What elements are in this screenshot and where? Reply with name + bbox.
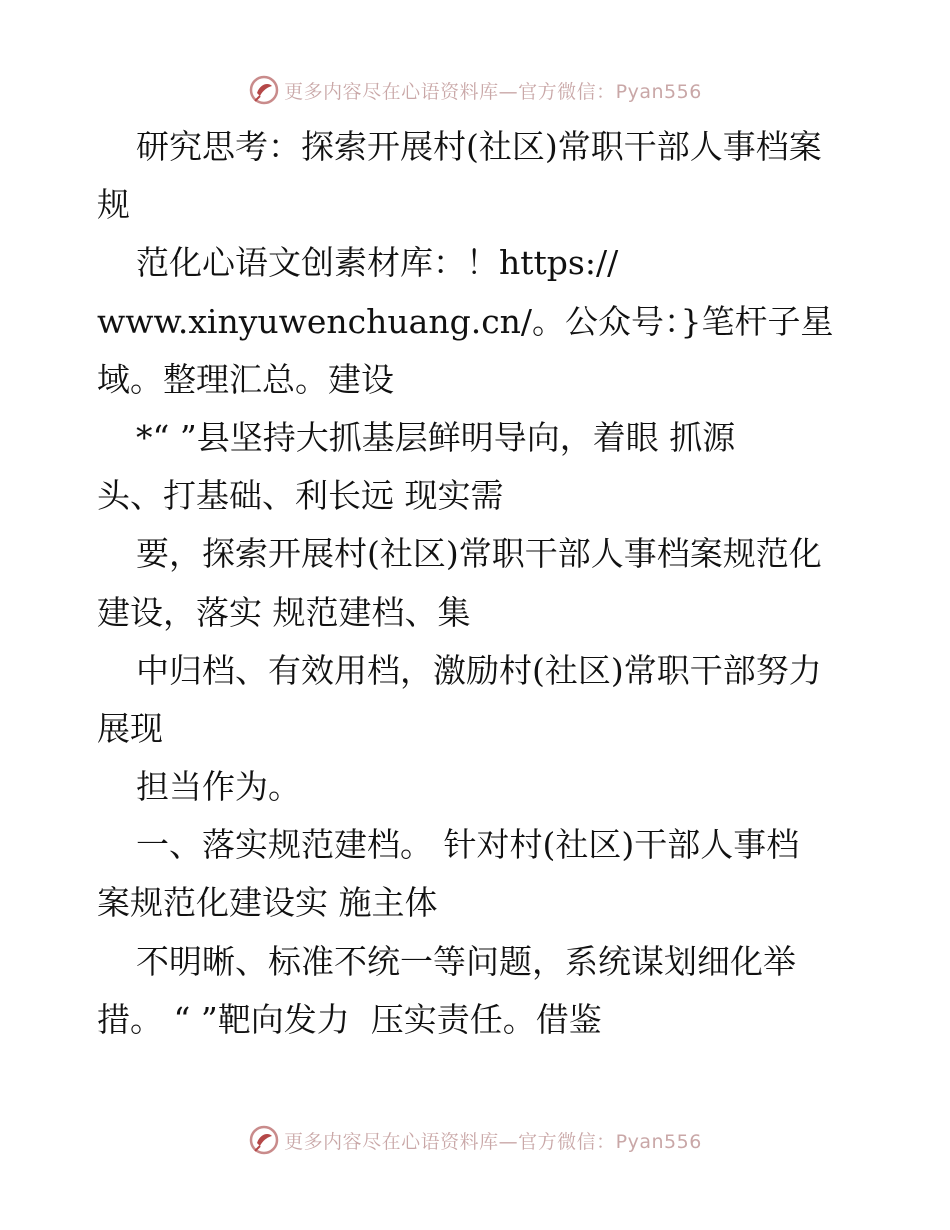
document-body bbox=[97, 118, 857, 1049]
text-line: 一、落实规范建档。 针对村(社区)干部人事档 bbox=[136, 825, 800, 865]
footer-banner-text: 更多内容尽在心语资料库—官方微信：Pyan556 bbox=[284, 1130, 702, 1153]
text-line: 要，探索开展村(社区)常职干部人事档案规范化 bbox=[136, 534, 822, 574]
header-banner bbox=[0, 70, 950, 110]
text-line: 中归档、有效用档，激励村(社区)常职干部努力 bbox=[136, 650, 822, 690]
logo-icon bbox=[248, 74, 280, 106]
text-line: 研究思考：探索开展村(社区)常职干部人事档案 bbox=[136, 127, 822, 166]
text-line: 范化心语文创素材库：！https:// bbox=[136, 243, 619, 283]
text-line: 建设，落实 规范建档、集 bbox=[97, 592, 471, 632]
text-line: 规 bbox=[97, 185, 130, 225]
text-line: 展现 bbox=[97, 708, 163, 748]
text-line: 案规范化建设实 施主体 bbox=[97, 883, 438, 923]
footer-banner bbox=[0, 1120, 950, 1160]
text-line: 域。整理汇总。建设 bbox=[97, 359, 394, 399]
text-line: www.xinyuwenchuang.cn/。公众号：}笔杆子星 bbox=[97, 301, 834, 341]
text-line: 担当作为。 bbox=[136, 767, 301, 807]
text-line: 不明晰、标准不统一等问题，系统谋划细化举 bbox=[136, 941, 796, 981]
text-line: 头、打基础、利长远 现实需 bbox=[97, 476, 504, 516]
header-banner-text: 更多内容尽在心语资料库—官方微信：Pyan556 bbox=[284, 80, 702, 103]
text-line: 措。 “ ”靶向发力 压实责任。借鉴 bbox=[97, 999, 602, 1039]
text-line: *“ ”县坚持大抓基层鲜明导向，着眼 抓源 bbox=[136, 417, 736, 457]
logo-icon bbox=[248, 1124, 280, 1156]
